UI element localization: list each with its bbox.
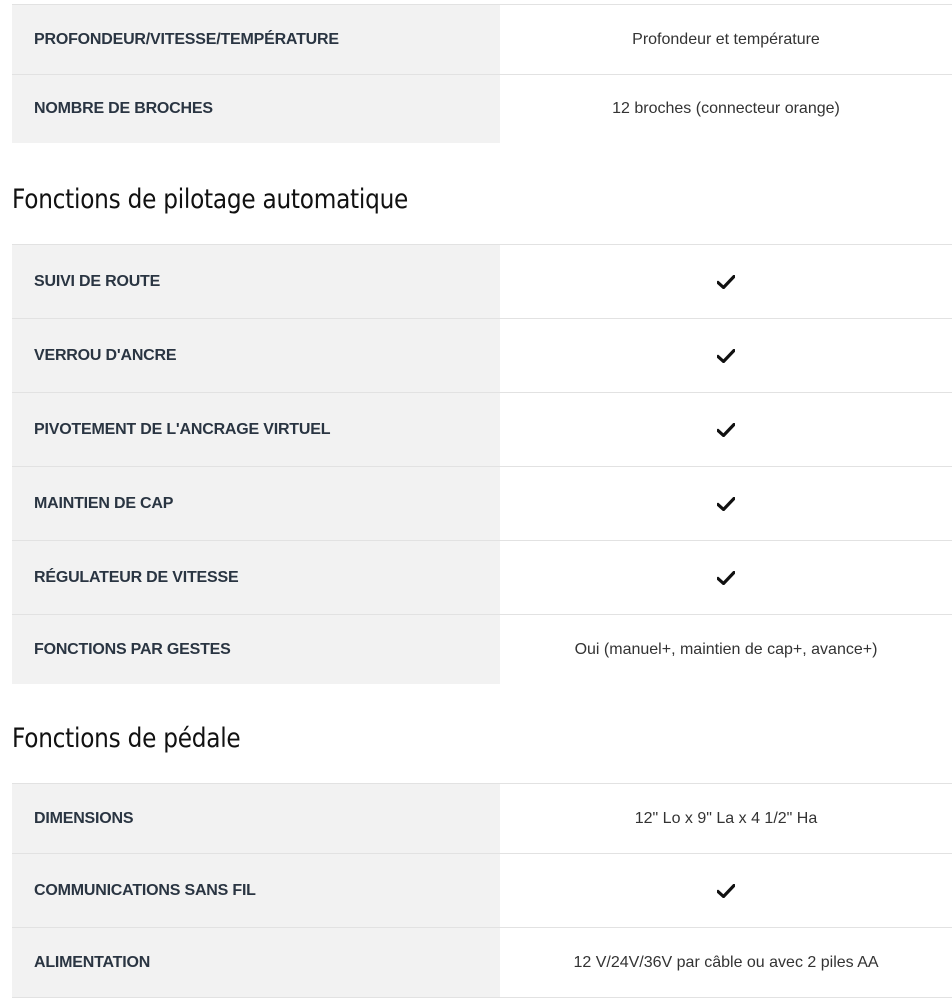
spec-value — [500, 541, 952, 614]
section-title-pedal: Fonctions de pédale — [12, 723, 241, 754]
spec-label: DIMENSIONS — [12, 784, 500, 853]
spec-label: PIVOTEMENT DE L'ANCRAGE VIRTUEL — [12, 393, 500, 466]
spec-value — [500, 245, 952, 318]
spec-value — [500, 467, 952, 540]
spec-table-pedal — [12, 783, 952, 998]
spec-label: FONCTIONS PAR GESTES — [12, 615, 500, 684]
spec-value: 12" Lo x 9" La x 4 1/2" Ha — [634, 809, 818, 827]
spec-label: MAINTIEN DE CAP — [12, 467, 500, 540]
section-title-autopilot: Fonctions de pilotage automatique — [12, 184, 409, 215]
spec-row — [12, 853, 952, 927]
checkmark-icon — [717, 275, 735, 289]
checkmark-icon — [717, 571, 735, 585]
spec-row — [12, 783, 952, 853]
spec-row — [12, 74, 952, 143]
spec-value: Oui (manuel+, maintien de cap+, avance+) — [574, 640, 878, 658]
spec-row — [12, 244, 952, 318]
spec-value: Profondeur et température — [632, 30, 820, 48]
spec-value — [500, 854, 952, 927]
spec-label: PROFONDEUR/VITESSE/TEMPÉRATURE — [12, 5, 500, 74]
spec-label: NOMBRE DE BROCHES — [12, 75, 500, 143]
spec-label: VERROU D'ANCRE — [12, 319, 500, 392]
spec-label: ALIMENTATION — [12, 928, 500, 997]
spec-label: SUIVI DE ROUTE — [12, 245, 500, 318]
spec-table-autopilot — [12, 244, 952, 684]
spec-label: RÉGULATEUR DE VITESSE — [12, 541, 500, 614]
spec-label: COMMUNICATIONS SANS FIL — [12, 854, 500, 927]
checkmark-icon — [717, 884, 735, 898]
checkmark-icon — [717, 497, 735, 511]
spec-value — [500, 393, 952, 466]
spec-row — [12, 614, 952, 684]
spec-value — [500, 319, 952, 392]
spec-table-general — [12, 4, 952, 143]
spec-row — [12, 318, 952, 392]
spec-value: 12 V/24V/36V par câble ou avec 2 piles AA — [573, 953, 879, 971]
checkmark-icon — [717, 423, 735, 437]
spec-value: 12 broches (connecteur orange) — [612, 100, 840, 117]
spec-row — [12, 4, 952, 74]
checkmark-icon — [717, 349, 735, 363]
spec-row — [12, 392, 952, 466]
spec-row — [12, 466, 952, 540]
spec-row — [12, 927, 952, 998]
spec-row — [12, 540, 952, 614]
